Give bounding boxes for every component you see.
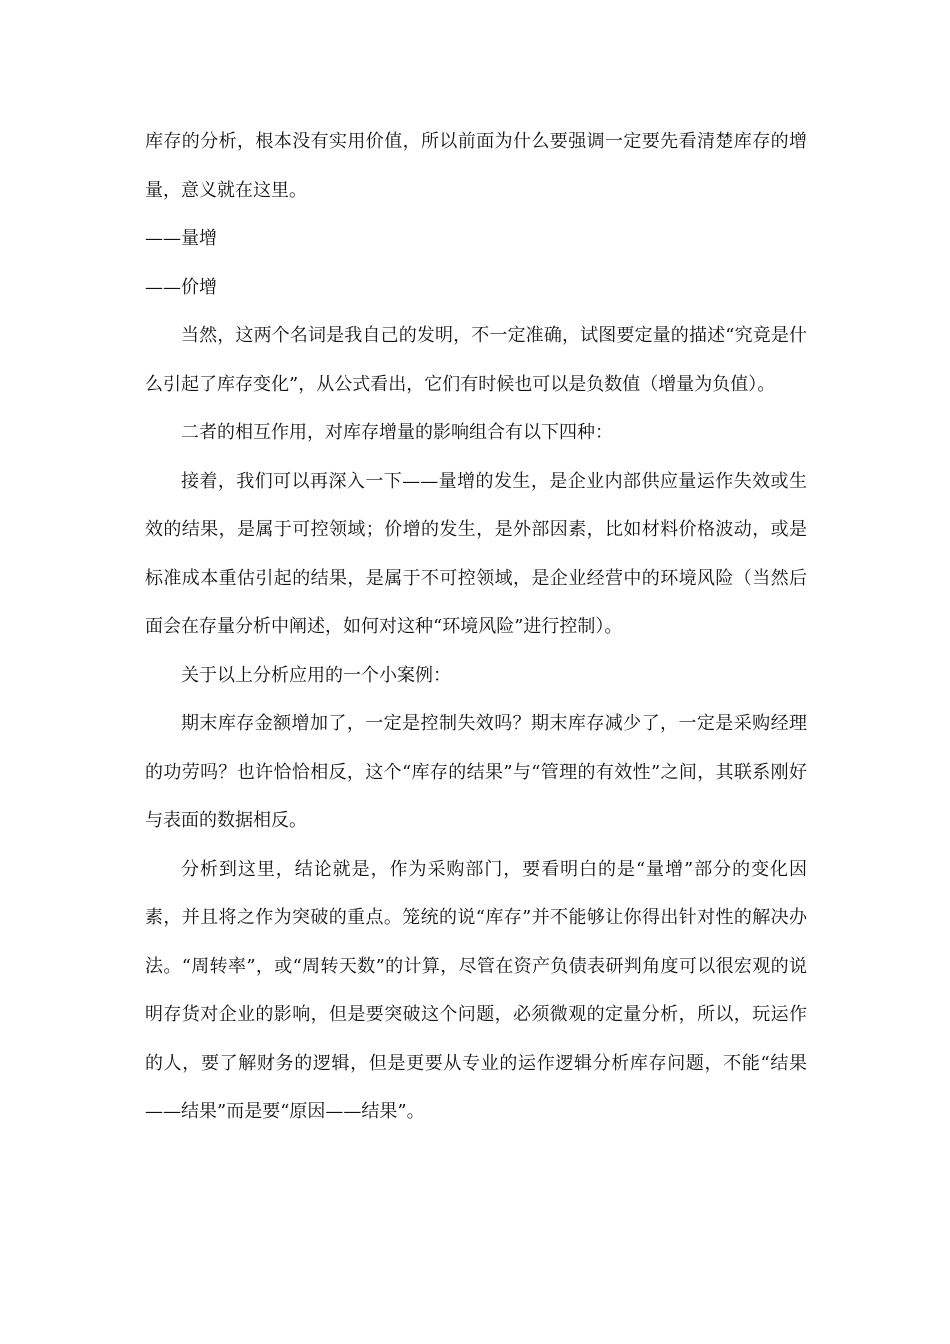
paragraph-four-combinations: 二者的相互作用，对库存增量的影响组合有以下四种：: [181, 422, 613, 443]
list-item-quantity-increase: ——量增: [145, 228, 217, 249]
paragraph-case-intro: 关于以上分析应用的一个小案例：: [181, 664, 451, 686]
paragraph-case-study: 期末库存金额增加了，一定是控制失效吗？期末库存减少了，一定是采购经理的功劳吗？也许恰恰相反，这个“库存的结果”与“管理的有效性”之间，其联系刚好与表面的数据相反。: [145, 713, 807, 831]
list-item-price-increase: ——价增: [145, 276, 217, 298]
paragraph-terms-explanation: 当然，这两个名词是我自己的发明，不一定准确，试图要定量的描述“究竟是什么引起了库存变化”，从公式看出，它们有时候也可以是负数值（增量为负值）。: [145, 325, 807, 395]
paragraph-conclusion: 分析到这里，结论就是，作为采购部门，要看明白的是“量增”部分的变化因素，并且将之作为突破的重点。笼统的说“库存”并不能够让你得出针对性的解决办法。“周转率”，或“周转天数”的计算，尽管在资产负债表研判角度可以很宏观的说明存货对企业的影响，但是要突破这个问题，必须微观的定量分析，所以，玩运作的人，要了解财务的逻辑，但是更要从专业的运作逻辑分析库存问题，不能“结果——结果”而是要“原因——结果”。: [145, 858, 807, 1122]
paragraph-controllable-domain: 接着，我们可以再深入一下——量增的发生，是企业内部供应量运作失效或生效的结果，是属于可控领域；价增的发生，是外部因素，比如材料价格波动，或是标准成本重估引起的结果，是属于不可控领域，是企业经营中的环境风险（当然后面会在存量分析中阐述，如何对这种“环境风险”进行控制）。: [145, 470, 807, 637]
paragraph-inventory-analysis: 库存的分析，根本没有实用价值，所以前面为什么要强调一定要先看清楚库存的增量，意义就在这里。: [145, 131, 807, 201]
document-body: [145, 118, 807, 1137]
